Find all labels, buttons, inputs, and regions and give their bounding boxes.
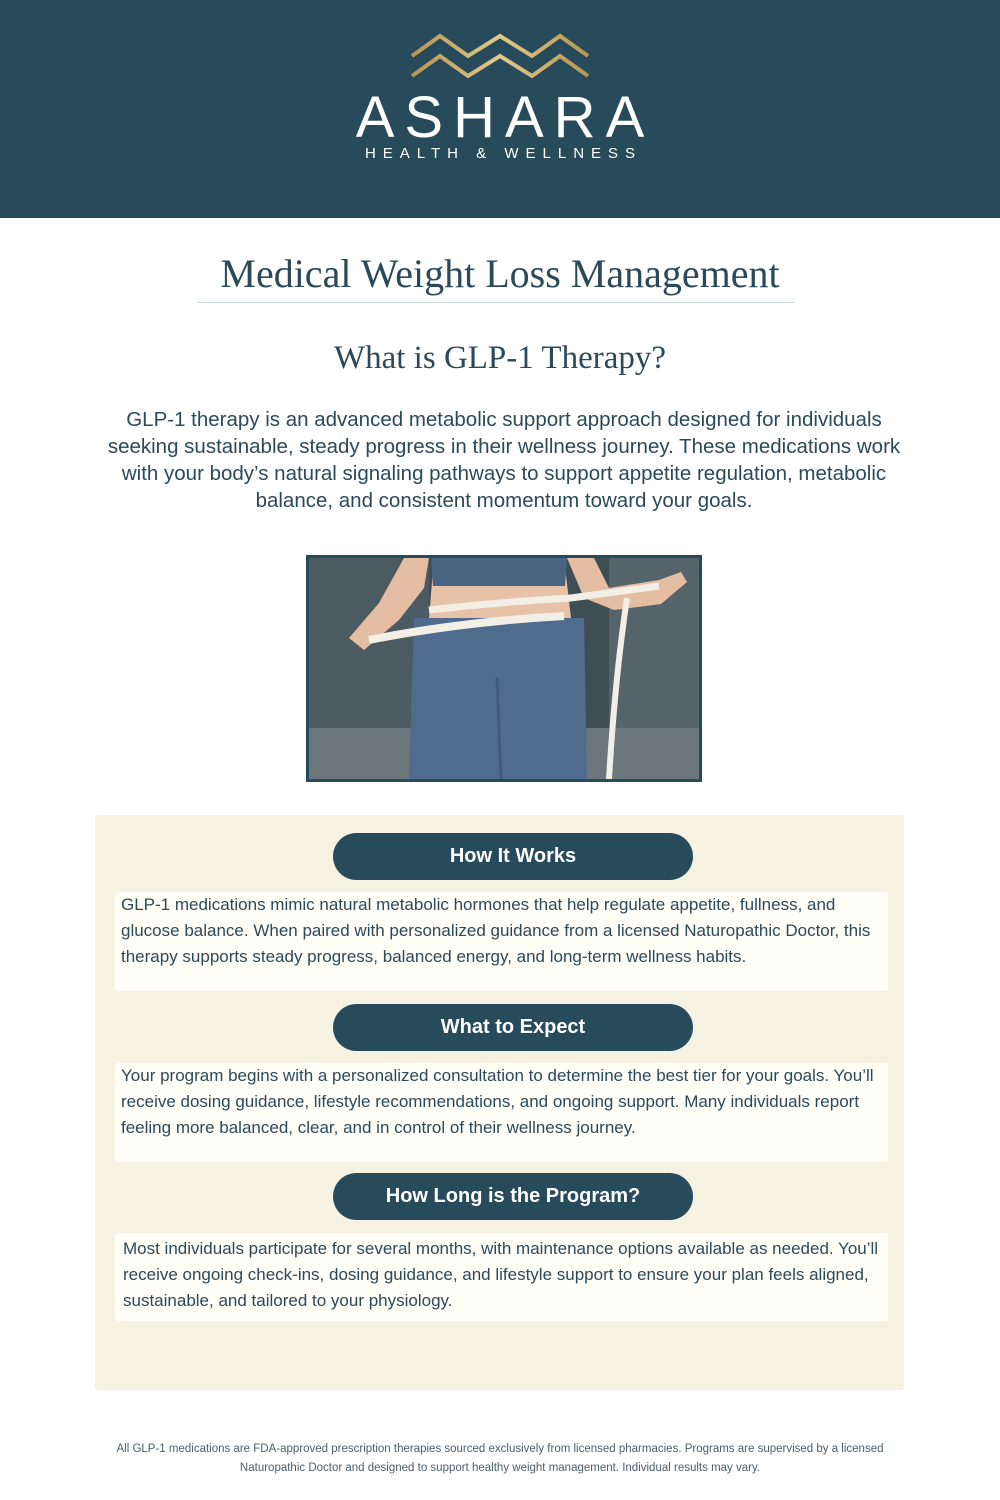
title-divider xyxy=(197,302,794,303)
header-banner xyxy=(0,0,1000,218)
waist-measuring-tape-photo xyxy=(306,555,702,782)
brand-tagline: HEALTH & WELLNESS xyxy=(364,145,643,162)
brand-name: ASHARA xyxy=(355,85,655,150)
page-title: Medical Weight Loss Management xyxy=(220,251,780,296)
photo-illustration xyxy=(309,558,699,779)
section-heading: What is GLP-1 Therapy? xyxy=(333,340,667,376)
footer-disclaimer: All GLP-1 medications are FDA-approved prescription therapies sourced exclusively from licensed pharmacies. Programs are supervised by a licensed Naturopathic Doctor and designed to support healthy weight management. Individual results may vary. xyxy=(116,1443,884,1474)
how-it-works-text: GLP-1 medications mimic natural metabolic hormones that help regulate appetite, fullness, and glucose balance. When paired with personalized guidance from a licensed Naturopathic Doctor, this therapy supports steady progress, balanced energy, and long-term wellness habits. xyxy=(115,892,888,991)
program-length-heading: How Long is the Program? xyxy=(333,1173,693,1220)
what-to-expect-heading: What to Expect xyxy=(333,1004,693,1051)
intro-paragraph: GLP-1 therapy is an advanced metabolic support approach designed for individuals seeking sustainable, steady progress in their wellness journey. These medications work with your body’s natural signaling pathways to support appetite regulation, metabolic balance, and consistent momentum toward your goals. xyxy=(107,408,901,512)
program-length-text: Most individuals participate for several months, with maintenance options available as needed. You’ll receive ongoing check-ins, dosing guidance, and lifestyle support to ensure your plan feels aligned, sustainable, and tailored to your physiology. xyxy=(115,1233,888,1321)
what-to-expect-text: Your program begins with a personalized consultation to determine the best tier for your goals. You’ll receive dosing guidance, lifestyle recommendations, and ongoing support. Many individuals report feeling more balanced, clear, and in control of their wellness journey. xyxy=(115,1063,888,1162)
mountain-waves-icon xyxy=(408,30,592,82)
how-it-works-heading: How It Works xyxy=(333,833,693,880)
